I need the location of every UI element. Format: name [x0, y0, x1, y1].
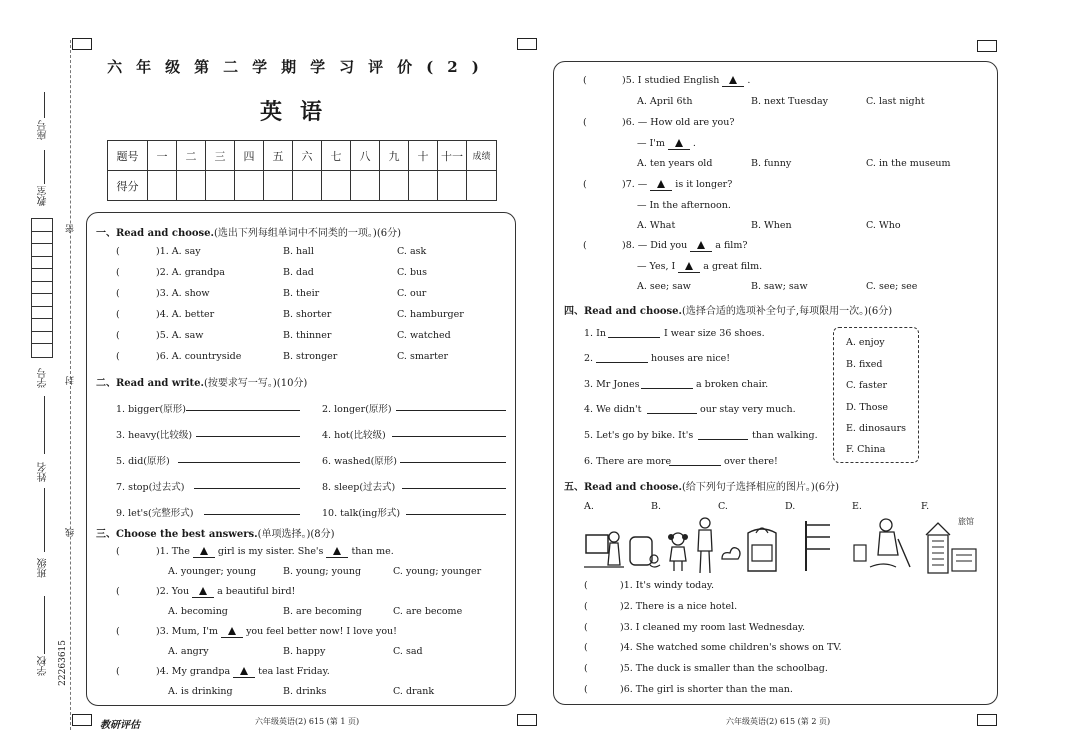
score-input[interactable] — [322, 171, 351, 201]
score-cell: 得分 — [108, 171, 148, 201]
s3-q8: )8. — Did you a film? — [622, 240, 748, 251]
s4-q5-post: than walking. — [752, 430, 818, 441]
pic-label: B. — [651, 501, 662, 512]
score-cell: 成绩 — [467, 141, 497, 171]
s3-q7-c[interactable]: C. Who — [866, 220, 901, 231]
section1-title: 一、Read and choose.(选出下列每组单词中不同类的一项。)(6分) — [96, 228, 401, 239]
section4-title: 四、Read and choose.(选择合适的选项补全句子,每项限用一次。)(6分) — [564, 306, 893, 317]
score-input[interactable] — [293, 171, 322, 201]
score-cell: 五 — [264, 141, 293, 171]
seat-line — [44, 92, 45, 118]
s5-q1: )1. It's windy today. — [620, 580, 715, 591]
score-cell: 九 — [380, 141, 409, 171]
answer-blank[interactable] — [406, 505, 506, 515]
s3-q7-b[interactable]: B. When — [751, 220, 792, 231]
room-line — [44, 150, 45, 184]
s3-q2-a[interactable]: A. becoming — [168, 606, 228, 617]
answer-blank[interactable] — [669, 456, 721, 466]
s3-q4: )4. My grandpa tea last Friday. — [156, 666, 330, 677]
answer-blank[interactable] — [596, 353, 648, 363]
seat-label: 座号 — [38, 120, 49, 140]
s3-q7-a[interactable]: A. What — [637, 220, 676, 231]
s1-q4-b[interactable]: B. shorter — [283, 309, 332, 320]
windy-flag-icon — [800, 515, 834, 575]
s1-q6: )6. A. countryside — [156, 351, 242, 362]
answer-blank[interactable] — [641, 379, 693, 389]
s1-q1-c[interactable]: C. ask — [397, 246, 427, 257]
s3-q5-b[interactable]: B. next Tuesday — [751, 96, 829, 107]
room-label: 教室 — [38, 186, 49, 206]
seal-feng: 封 — [66, 376, 76, 385]
s3-q1-c[interactable]: C. young; younger — [393, 566, 482, 577]
s2-item: 7. stop(过去式) — [116, 482, 185, 493]
answer-blank[interactable] — [178, 453, 300, 463]
score-input[interactable] — [409, 171, 438, 201]
s2-item: 4. hot(比较级) — [322, 430, 386, 441]
score-cell: 二 — [177, 141, 206, 171]
word-option: A. enjoy — [846, 337, 885, 348]
page1-footer: 六年级英语(2) 615 (第 1 页) — [255, 717, 360, 726]
score-input[interactable] — [380, 171, 409, 201]
s2-item: 1. bigger(原形) — [116, 404, 186, 415]
corner-box — [977, 40, 997, 52]
score-cell: 六 — [293, 141, 322, 171]
class-line — [44, 488, 45, 552]
s3-q5-c[interactable]: C. last night — [866, 96, 925, 107]
s2-item: 8. sleep(过去式) — [322, 482, 396, 493]
name-label: 姓名 — [38, 462, 49, 482]
answer-blank[interactable] — [608, 328, 660, 338]
score-cell: 题号 — [108, 141, 148, 171]
corner-box — [977, 714, 997, 726]
word-option: D. Those — [846, 402, 888, 413]
word-option: C. faster — [846, 380, 888, 391]
s5-q6: )6. The girl is shorter than the man. — [620, 684, 793, 695]
class-label: 班级 — [38, 558, 49, 578]
s1-q4-c[interactable]: C. hamburger — [397, 309, 464, 320]
s1-q3: )3. A. show — [156, 288, 210, 299]
score-cell: 七 — [322, 141, 351, 171]
word-option: F. China — [846, 444, 886, 455]
s3-q6-b[interactable]: B. funny — [751, 158, 792, 169]
s3-q5: )5. I studied English . — [622, 75, 751, 86]
s3-q1-a[interactable]: A. younger; young — [168, 566, 257, 577]
s1-q3-b[interactable]: B. their — [283, 288, 320, 299]
s3-q5-a[interactable]: A. April 6th — [637, 96, 693, 107]
score-input[interactable] — [264, 171, 293, 201]
s1-q2-b[interactable]: B. dad — [283, 267, 314, 278]
s3-q3-b[interactable]: B. happy — [283, 646, 326, 657]
hotel-sign: 旅馆 — [958, 517, 974, 526]
s1-q5-c[interactable]: C. watched — [397, 330, 451, 341]
score-cell: 十一 — [438, 141, 467, 171]
s2-item: 9. let's(完整形式) — [116, 508, 194, 519]
duck-and-schoolbag-icon — [718, 515, 780, 575]
corner-box — [517, 714, 537, 726]
s3-q2: )2. You a beautiful bird! — [156, 586, 296, 597]
corner-box — [72, 714, 92, 726]
score-cell: 八 — [351, 141, 380, 171]
seat-number-grid[interactable] — [31, 218, 53, 358]
s4-q6-post: over there! — [724, 456, 778, 467]
binding-dashed-line — [70, 40, 71, 730]
section5-title: 五、Read and choose.(给下列句子选择相应的图片。)(6分) — [564, 482, 839, 493]
answer-blank[interactable] — [196, 427, 300, 437]
s3-q6-line2: — I'm . — [637, 138, 696, 149]
s1-q5-b[interactable]: B. thinner — [283, 330, 332, 341]
section2-title: 二、Read and write.(按要求写一写。)(10分) — [96, 378, 308, 389]
seal-xian: 线 — [66, 528, 76, 537]
answer-blank[interactable] — [186, 401, 300, 411]
s3-q6-a[interactable]: A. ten years old — [637, 158, 713, 169]
score-input[interactable] — [467, 171, 497, 201]
s3-q7-line2: — In the afternoon. — [637, 200, 731, 211]
s4-q2-post: houses are nice! — [651, 353, 731, 364]
s4-q1: 1. In — [584, 328, 606, 339]
corner-box — [517, 38, 537, 50]
s3-q6-c[interactable]: C. in the museum — [866, 158, 951, 169]
pic-label: A. — [584, 501, 594, 512]
duck-small-icon — [628, 515, 662, 575]
s5-q4: )4. She watched some children's shows on TV. — [620, 642, 842, 653]
s3-q3: )3. Mum, I'm you feel better now! I love you! — [156, 626, 397, 637]
s3-q1: )1. The girl is my sister. She's than me. — [156, 546, 394, 557]
s3-q7: )7. — is it longer? — [622, 179, 733, 190]
s1-q6-b[interactable]: B. stronger — [283, 351, 338, 362]
s4-q2: 2. — [584, 353, 594, 364]
s2-item: 10. talk(ing形式) — [322, 508, 401, 519]
page2-footer: 六年级英语(2) 615 (第 2 页) — [726, 717, 831, 726]
word-option: E. dinosaurs — [846, 423, 907, 434]
answer-blank[interactable] — [400, 453, 506, 463]
s1-q1: )1. A. say — [156, 246, 201, 257]
brand-logo: 教研评估 — [100, 720, 140, 731]
s4-q5: 5. Let's go by bike. It's — [584, 430, 694, 441]
s4-q4-post: our stay very much. — [700, 404, 796, 415]
s3-q8-b[interactable]: B. saw; saw — [751, 281, 808, 292]
score-table — [107, 140, 497, 201]
s2-item: 3. heavy(比较级) — [116, 430, 193, 441]
answer-blank[interactable] — [402, 479, 506, 489]
school-line — [44, 596, 45, 654]
s2-item: 5. did(原形) — [116, 456, 170, 467]
answer-blank[interactable] — [392, 427, 506, 437]
s3-q4-b[interactable]: B. drinks — [283, 686, 327, 697]
score-table-row — [108, 141, 497, 171]
s3-q8-line2: — Yes, I a great film. — [637, 261, 763, 272]
score-input[interactable] — [177, 171, 206, 201]
s3-q6: )6. — How old are you? — [622, 117, 735, 128]
s3-q3-a[interactable]: A. angry — [168, 646, 209, 657]
answer-blank[interactable] — [698, 430, 748, 440]
s3-q3-c[interactable]: C. sad — [393, 646, 423, 657]
s5-q2: )2. There is a nice hotel. — [620, 601, 738, 612]
s3-q8-a[interactable]: A. see; saw — [637, 281, 691, 292]
s3-q2-b[interactable]: B. are becoming — [283, 606, 362, 617]
answer-blank[interactable] — [204, 505, 300, 515]
s4-q3-post: a broken chair. — [696, 379, 769, 390]
score-cell: 三 — [206, 141, 235, 171]
seal-mi: 密 — [66, 224, 76, 233]
answer-blank[interactable] — [194, 479, 300, 489]
s3-q2-c[interactable]: C. are become — [393, 606, 463, 617]
s5-q3: )3. I cleaned my room last Wednesday. — [620, 622, 806, 633]
score-cell: 一 — [148, 141, 177, 171]
s1-q2: )2. A. grandpa — [156, 267, 225, 278]
score-input[interactable] — [438, 171, 467, 201]
pic-label: F. — [921, 501, 930, 512]
exam-title: 六年级第二学期学习评价(2) — [107, 58, 493, 76]
id-label: 学号 — [38, 368, 49, 388]
s1-q5: )5. A. saw — [156, 330, 204, 341]
answer-blank[interactable] — [396, 401, 506, 411]
s4-q6: 6. There are more — [584, 456, 672, 467]
school-label: 学校 — [38, 656, 49, 676]
s1-q2-c[interactable]: C. bus — [397, 267, 428, 278]
pic-label: C. — [718, 501, 728, 512]
score-cell: 十 — [409, 141, 438, 171]
s4-q1-post: I wear size 36 shoes. — [664, 328, 765, 339]
s4-q4: 4. We didn't — [584, 404, 642, 415]
s1-q1-b[interactable]: B. hall — [283, 246, 314, 257]
s3-q4-a[interactable]: A. is drinking — [168, 686, 233, 697]
section3-title: 三、Choose the best answers.(单项选择。)(8分) — [96, 529, 335, 540]
score-input[interactable] — [351, 171, 380, 201]
pic-label: E. — [852, 501, 862, 512]
answer-blank[interactable] — [647, 404, 697, 414]
s3-q8-c[interactable]: C. see; see — [866, 281, 918, 292]
s2-item: 2. longer(原形) — [322, 404, 392, 415]
s1-q3-c[interactable]: C. our — [397, 288, 427, 299]
score-cell: 四 — [235, 141, 264, 171]
pic-label: D. — [785, 501, 796, 512]
boy-cleaning-room-icon — [850, 515, 916, 575]
s3-q4-c[interactable]: C. drank — [393, 686, 435, 697]
score-table-row — [108, 171, 497, 201]
s5-q5: )5. The duck is smaller than the schoolbag. — [620, 663, 828, 674]
score-input[interactable] — [206, 171, 235, 201]
score-input[interactable] — [235, 171, 264, 201]
corner-box — [72, 38, 92, 50]
word-option: B. fixed — [846, 359, 883, 370]
exam-code: 22263615 — [58, 640, 68, 686]
s1-q4: )4. A. better — [156, 309, 215, 320]
s3-q1-b[interactable]: B. young; young — [283, 566, 362, 577]
s2-item: 6. washed(原形) — [322, 456, 397, 467]
name-line — [44, 396, 45, 454]
subject-title: 英语 — [259, 99, 340, 125]
girl-watching-tv-icon — [582, 515, 626, 575]
s1-q6-c[interactable]: C. smarter — [397, 351, 449, 362]
score-input[interactable] — [148, 171, 177, 201]
s4-q3: 3. Mr Jones — [584, 379, 640, 390]
